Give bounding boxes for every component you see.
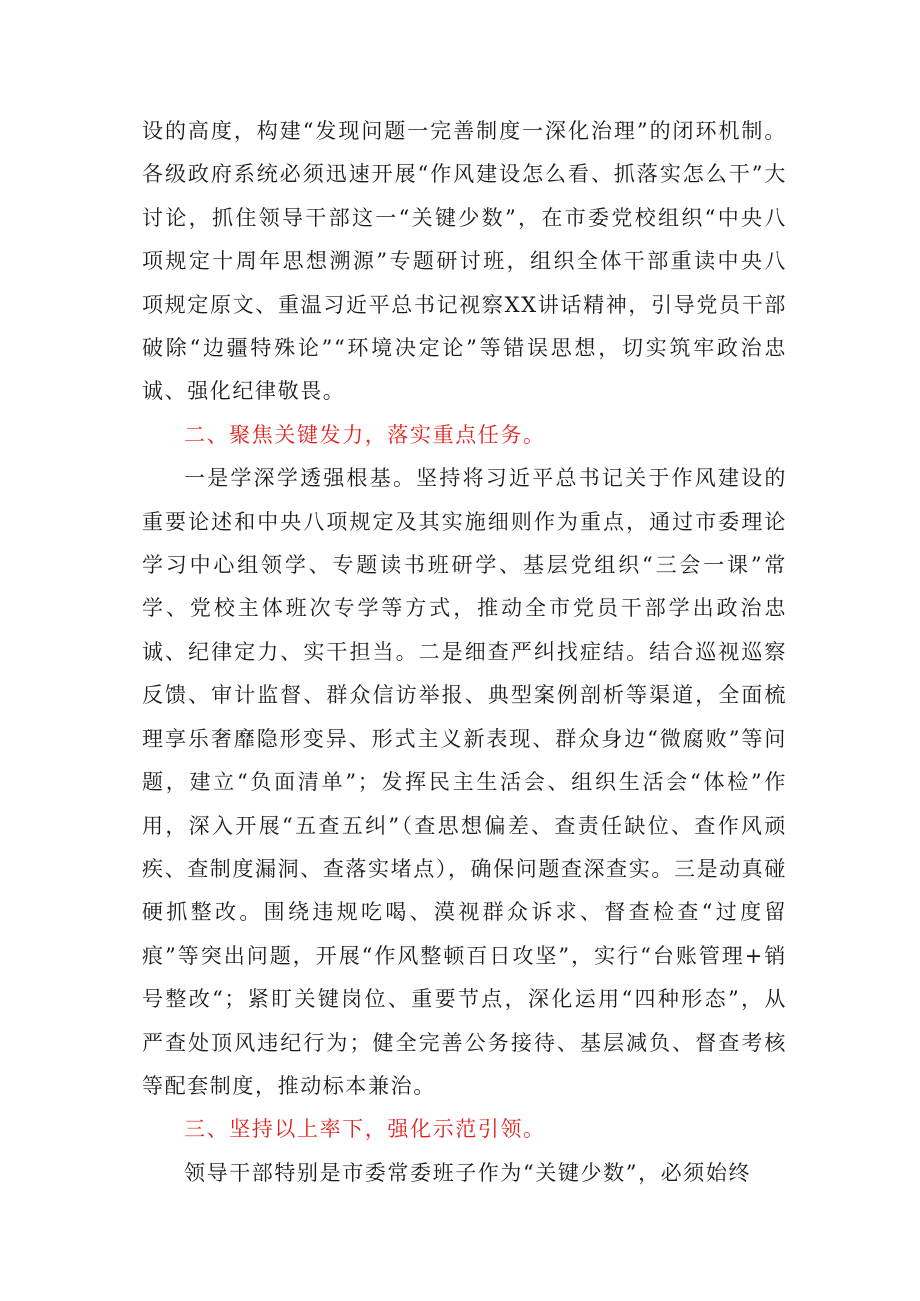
section-heading: 三、坚持以上率下，强化示范引领。 — [184, 1117, 546, 1142]
body-paragraph: 领导干部特别是市委常委班子作为“关键少数”，必须始终 — [184, 1160, 752, 1185]
section-heading: 二、聚焦关键发力，落实重点任务。 — [184, 422, 546, 447]
document-page — [142, 110, 787, 1195]
body-paragraph: 设的高度，构建“发现问题一完善制度一深化治理”的闭环机制。各级政府系统必须迅速开展“作风建设怎么看、抓落实怎么干”大讨论，抓住领导干部这一“关键少数”，在市委党校组织“中央八项规定十周年思想溯源”专题研讨班，组织全体干部重读中央八项规定原文、重温习近平总书记视察XX讲话精神，引导党员干部破除“边疆特殊论”“环境决定论”等错误思想，切实筑牢政治忠诚、强化纪律敬畏。 — [142, 119, 787, 404]
body-paragraph: 一是学深学透强根基。坚持将习近平总书记关于作风建设的重要论述和中央八项规定及其实施细则作为重点，通过市委理论学习中心组领学、专题读书班研学、基层党组织“三会一课”常学、党校主体班次专学等方式，推动全市党员干部学出政治忠诚、纪律定力、实干担当。二是细查严纠找症结。结合巡视巡察反馈、审计监督、群众信访举报、典型案例剖析等渠道，全面梳理享乐奢靡隐形变异、形式主义新表现、群众身边“微腐败”等问题，建立“负面清单”；发挥民主生活会、组织生活会“体检”作用，深入开展“五查五纠”（查思想偏差、查责任缺位、查作风顽疾、查制度漏洞、查落实堵点），确保问题查深查实。三是动真碰硬抓整改。围绕违规吃喝、漠视群众诉求、督查检查“过度留痕”等突出问题，开展“作风整顿百日攻坚”，实行“台账管理+销号整改“；紧盯关键岗位、重要节点，深化运用“四种形态”，从严查处顶风违纪行为；健全完善公务接待、基层减负、督查考核等配套制度，推动标本兼治。 — [142, 466, 787, 1098]
